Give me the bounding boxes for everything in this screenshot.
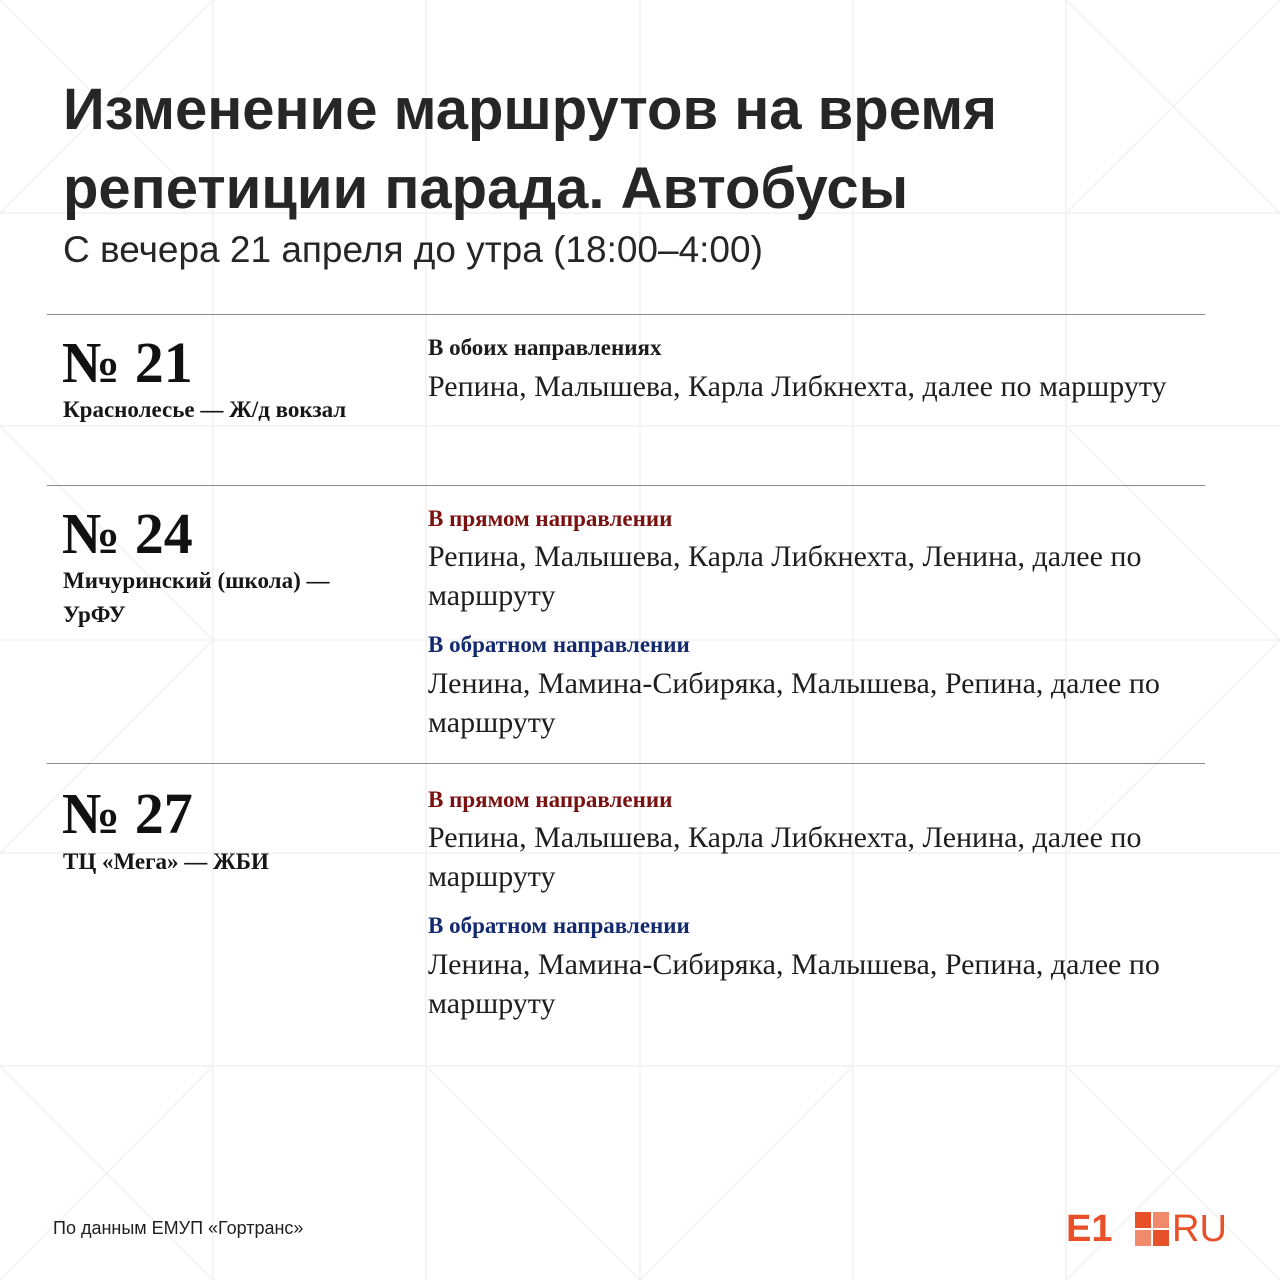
direction-label: В обоих направлениях: [428, 335, 662, 360]
direction-label: В прямом направлении: [428, 787, 673, 812]
logo-e1-text: E1: [1066, 1208, 1113, 1250]
logo-square-icon: [1135, 1212, 1169, 1246]
direction-streets: Репина, Малышева, Карла Либкнехта, Ленина, далее по маршруту: [428, 540, 1142, 612]
route-name: Краснолесье — Ж/д вокзал: [63, 397, 347, 422]
route-number: № 21: [62, 330, 193, 395]
direction-streets: Репина, Малышева, Карла Либкнехта, Ленина, далее по маршруту: [428, 821, 1142, 893]
direction-streets: Ленина, Мамина-Сибиряка, Малышева, Репина, далее по маршруту: [428, 667, 1160, 739]
divider: [47, 763, 1205, 764]
divider: [47, 485, 1205, 486]
divider: [47, 314, 1205, 315]
direction-label: В обратном направлении: [428, 913, 690, 938]
direction-label: В обратном направлении: [428, 632, 690, 657]
route-name: Мичуринский (школа) — УрФУ: [63, 568, 330, 627]
e1-logo: [1066, 1207, 1232, 1251]
route-number: № 27: [62, 781, 193, 846]
page-subtitle: С вечера 21 апреля до утра (18:00–4:00): [63, 229, 763, 270]
source-note: По данным ЕМУП «Гортранс»: [53, 1218, 304, 1238]
logo-ru-text: RU: [1172, 1208, 1227, 1250]
direction-label: В прямом направлении: [428, 506, 673, 531]
route-number: № 24: [62, 501, 193, 566]
direction-streets: Ленина, Мамина-Сибиряка, Малышева, Репина, далее по маршруту: [428, 948, 1160, 1020]
direction-streets: Репина, Малышева, Карла Либкнехта, далее по маршруту: [428, 370, 1167, 403]
route-name: ТЦ «Мега» — ЖБИ: [63, 849, 269, 874]
page-title: Изменение маршрутов на время репетиции парада. Автобусы: [63, 77, 997, 221]
